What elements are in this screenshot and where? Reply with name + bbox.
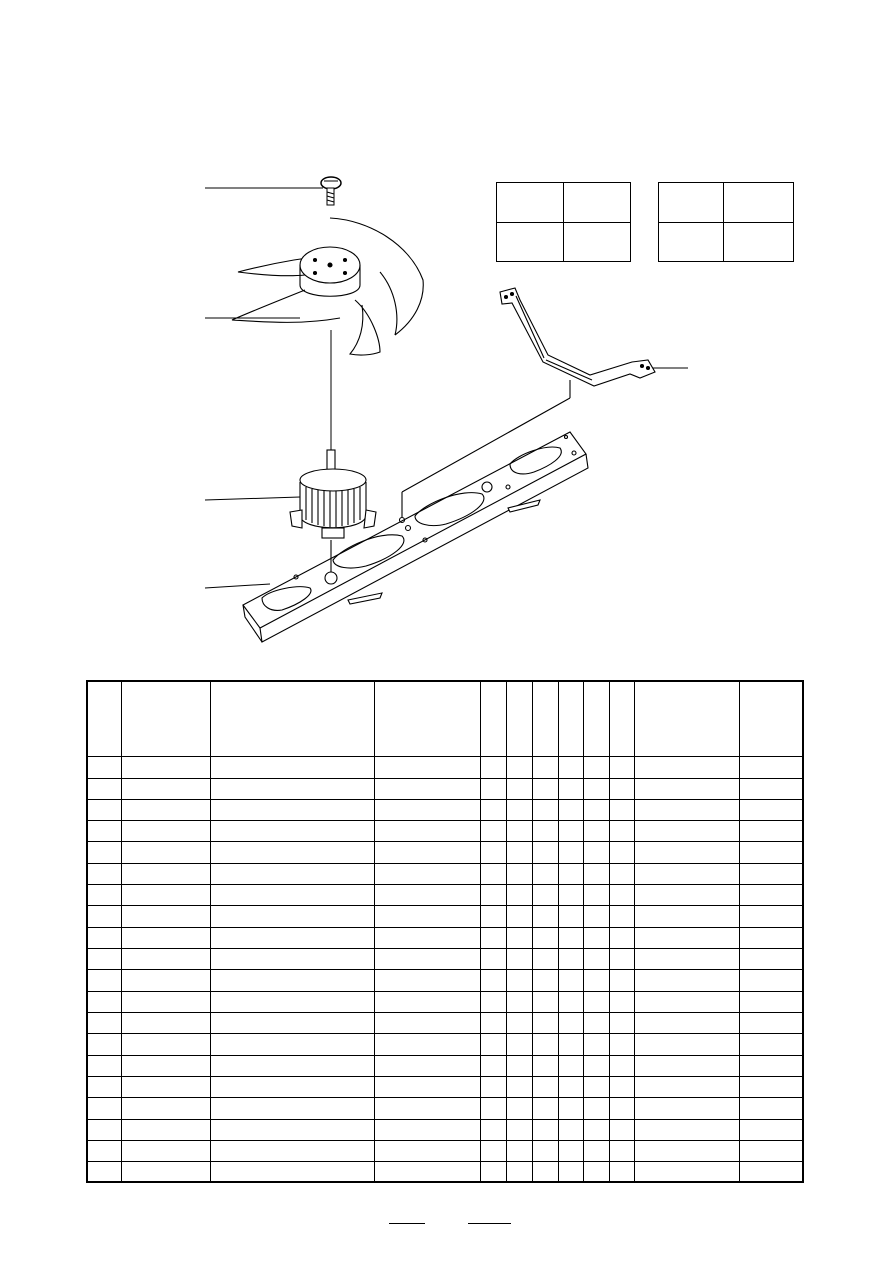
parts-list-table: [86, 680, 804, 1183]
fan-motor-part: [290, 450, 376, 538]
footer-line-left: [389, 1223, 425, 1224]
spec-box-left: [496, 182, 631, 262]
leader-line-motor: [205, 497, 300, 500]
base-frame-part: [243, 432, 588, 642]
propeller-fan-part: [232, 218, 423, 355]
footer-line-right: [468, 1223, 511, 1224]
screw-part: [321, 177, 341, 205]
spec-box-right: [658, 182, 794, 262]
spec-box-left-divider-h: [497, 222, 630, 223]
leader-line-base: [205, 584, 270, 588]
spec-box-right-divider-h: [659, 222, 793, 223]
